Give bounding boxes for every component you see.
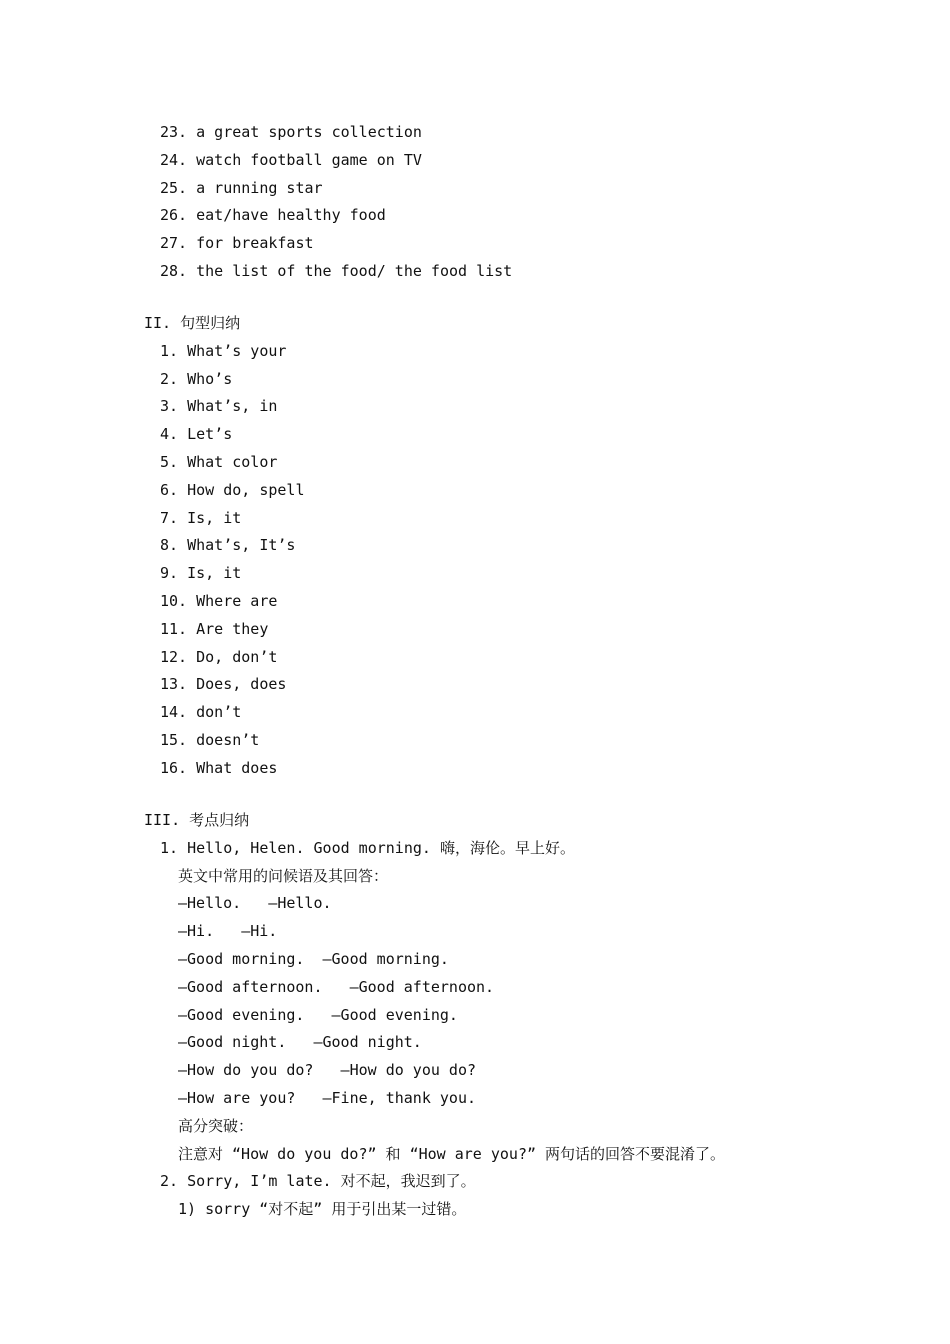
- list-item: [0, 505, 950, 533]
- item-number: 8.: [160, 536, 179, 555]
- item-text: What’s, in: [187, 397, 278, 416]
- item-text: Does, does: [196, 675, 287, 694]
- list-item: [0, 532, 950, 560]
- item-number: 1.: [160, 341, 179, 360]
- item-text: watch football game on TV: [196, 150, 422, 169]
- item-number: 16.: [160, 758, 188, 777]
- item-number: 26.: [160, 206, 188, 225]
- list-item: [0, 671, 950, 699]
- item-number: 3.: [160, 397, 179, 416]
- item-text: eat/have healthy food: [196, 206, 386, 225]
- list-item: [0, 699, 950, 727]
- item-text: What’s, It’s: [187, 536, 296, 555]
- item-number: 28.: [160, 261, 188, 280]
- section-heading: II. 句型归纳: [144, 314, 241, 332]
- greeting-intro: 英文中常用的问候语及其回答：: [178, 866, 389, 885]
- item-text: Sorry, I’m late. 对不起，我迟到了。: [187, 1172, 476, 1191]
- list-item: [0, 230, 950, 258]
- tip-label: 高分突破：: [178, 1116, 254, 1135]
- list-item: [0, 616, 950, 644]
- item-number: 15.: [160, 730, 188, 749]
- item-text: Is, it: [187, 508, 242, 527]
- item-number: 9.: [160, 564, 179, 583]
- section-key-points: [0, 807, 950, 1224]
- list-item: [0, 588, 950, 616]
- item-text: What’s your: [187, 341, 287, 360]
- list-item: [0, 393, 950, 421]
- key-point-list: [0, 1168, 950, 1196]
- item-text: What does: [196, 758, 278, 777]
- greeting-line: —Good night. —Good night.: [178, 1033, 422, 1052]
- phrase-list: [0, 119, 950, 286]
- item-text: for breakfast: [196, 234, 314, 253]
- list-item: [0, 727, 950, 755]
- item-text: the list of the food/ the food list: [196, 261, 513, 280]
- item-text: doesn’t: [196, 730, 260, 749]
- list-item: [0, 338, 950, 366]
- greeting-line: —Hello. —Hello.: [178, 894, 332, 913]
- list-item: [0, 755, 950, 783]
- section-heading: III. 考点归纳: [144, 811, 250, 829]
- list-item: [0, 258, 950, 286]
- list-item: [0, 644, 950, 672]
- tip-text: 注意对 “How do you do?” 和 “How are you?” 两句话的回答不要混淆了。: [178, 1144, 726, 1163]
- item-text: Who’s: [187, 369, 233, 388]
- item-number: 5.: [160, 452, 179, 471]
- item-number: 11.: [160, 619, 188, 638]
- greeting-line: —How are you? —Fine, thank you.: [178, 1088, 477, 1107]
- item-number: 12.: [160, 647, 188, 666]
- item-text: How do, spell: [187, 480, 305, 499]
- greeting-line: —Good evening. —Good evening.: [178, 1005, 458, 1024]
- item-number: 27.: [160, 234, 188, 253]
- list-item: [0, 421, 950, 449]
- list-item: [0, 366, 950, 394]
- item-number: 25.: [160, 178, 188, 197]
- list-item: [0, 147, 950, 175]
- item-text: a great sports collection: [196, 123, 422, 141]
- item-text: Hello, Helen. Good morning. 嗨，海伦。早上好。: [187, 838, 575, 857]
- list-item: [0, 449, 950, 477]
- item-number: 2.: [160, 1172, 179, 1191]
- item-text: Where are: [196, 591, 278, 610]
- greeting-line: —How do you do? —How do you do?: [178, 1061, 477, 1080]
- sentence-pattern-list: [0, 338, 950, 783]
- greeting-line: —Hi. —Hi.: [178, 922, 278, 941]
- greeting-line: —Good afternoon. —Good afternoon.: [178, 977, 495, 996]
- item-number: 6.: [160, 480, 179, 499]
- section-sentence-patterns: [0, 310, 950, 783]
- list-item: [0, 202, 950, 230]
- item-number: 1.: [160, 838, 179, 857]
- item-number: 13.: [160, 675, 188, 694]
- item-number: 24.: [160, 150, 188, 169]
- item-text: Are they: [196, 619, 269, 638]
- item-number: 23.: [160, 123, 188, 141]
- item-text: What color: [187, 452, 278, 471]
- item-number: 2.: [160, 369, 179, 388]
- item-text: a running star: [196, 178, 323, 197]
- list-item: [0, 477, 950, 505]
- key-point-list: [0, 835, 950, 863]
- item-text: Let’s: [187, 425, 233, 444]
- list-item: [0, 175, 950, 203]
- sub-point: 1) sorry “对不起” 用于引出某一过错。: [178, 1200, 467, 1219]
- item-text: Is, it: [187, 564, 242, 583]
- list-item: [0, 835, 950, 863]
- list-item: [0, 119, 950, 147]
- greeting-line: —Good morning. —Good morning.: [178, 949, 449, 968]
- item-number: 4.: [160, 425, 179, 444]
- list-item: [0, 560, 950, 588]
- item-text: Do, don’t: [196, 647, 278, 666]
- item-number: 10.: [160, 591, 188, 610]
- list-item: [0, 1168, 950, 1196]
- item-number: 14.: [160, 703, 188, 722]
- item-number: 7.: [160, 508, 179, 527]
- item-text: don’t: [196, 703, 242, 722]
